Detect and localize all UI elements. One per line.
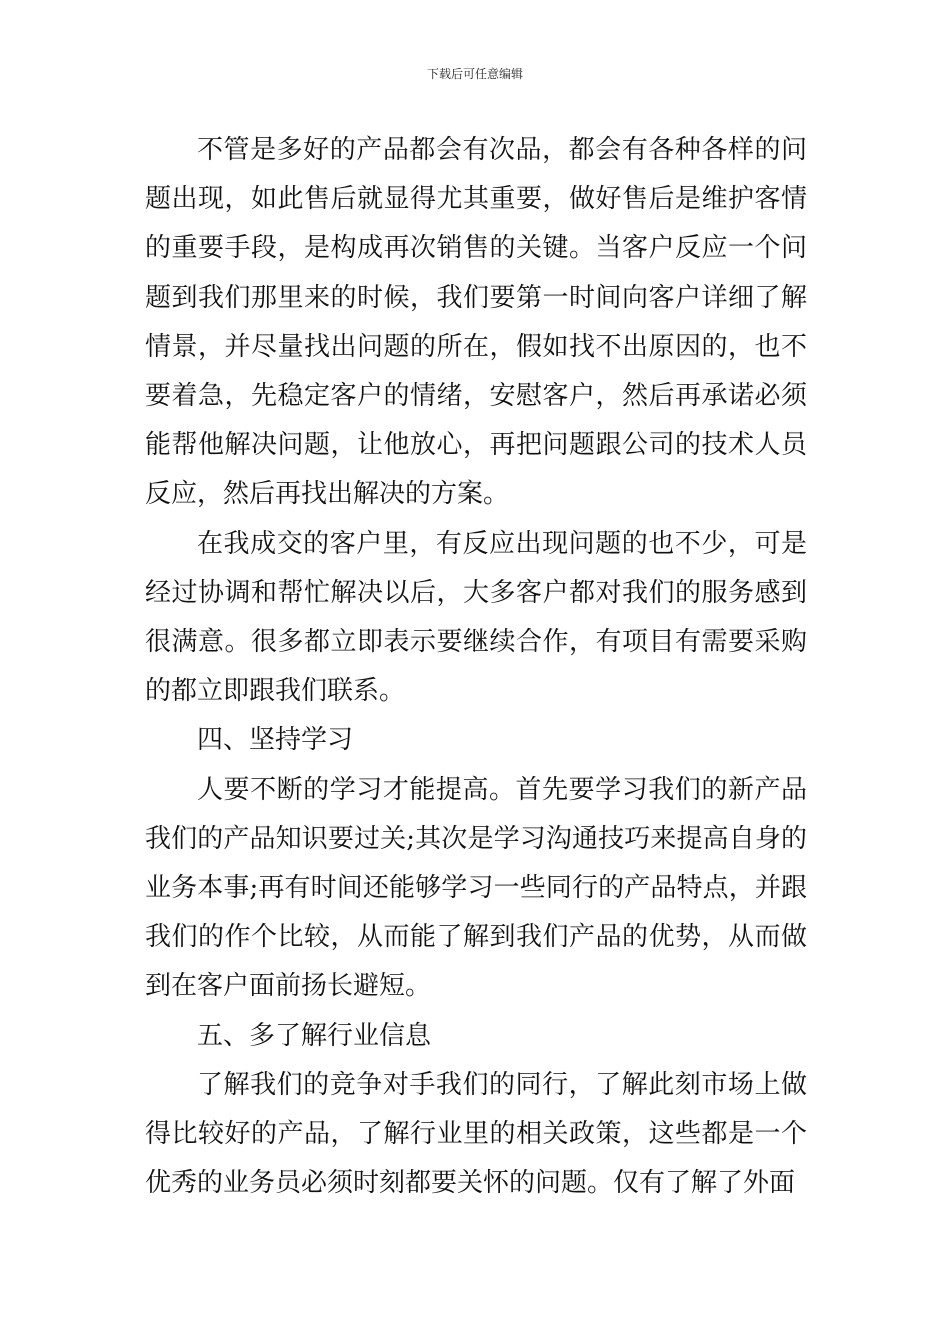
header-note: 下载后可任意编辑 bbox=[426, 67, 523, 81]
section-heading-industry-info: 五、多了解行业信息 bbox=[197, 1020, 432, 1051]
paragraph-after-sales: 不管是多好的产品都会有次品，都会有各种各样的问题出现，如此售后就显得尤其重要，做好售后是维护客情的重要手段，是构成再次销售的关键。当客户反应一个问题到我们那里来的时候，我们要第一时间向客户详细了解情景，并尽量找出问题的所在，假如找不出原因的，也不要着急，先稳定客户的情绪，安慰客户，然后再承诺必须能帮他解决问题，让他放心，再把问题跟公司的技术人员反应，然后再找出解决的方案。 bbox=[145, 135, 807, 510]
document-body bbox=[145, 126, 807, 1208]
paragraph-keep-learning: 人要不断的学习才能提高。首先要学习我们的新产品我们的产品知识要过关;其次是学习沟通技巧来提高自身的业务本事;再有时间还能够学习一些同行的产品特点，并跟我们的作个比较，从而能了解到我们产品的优势，从而做到在客户面前扬长避短。 bbox=[145, 774, 807, 1002]
paragraph-industry-info: 了解我们的竞争对手我们的同行，了解此刻市场上做得比较好的产品，了解行业里的相关政策，这些都是一个优秀的业务员必须时刻都要关怀的问题。仅有了解了外面 bbox=[145, 1069, 807, 1199]
section-heading-keep-learning: 四、坚持学习 bbox=[197, 725, 354, 756]
paragraph-customer-satisfaction: 在我成交的客户里，有反应出现问题的也不少，可是经过协调和帮忙解决以后，大多客户都对我们的服务感到很满意。很多都立即表示要继续合作，有项目有需要采购的都立即跟我们联系。 bbox=[145, 528, 807, 707]
